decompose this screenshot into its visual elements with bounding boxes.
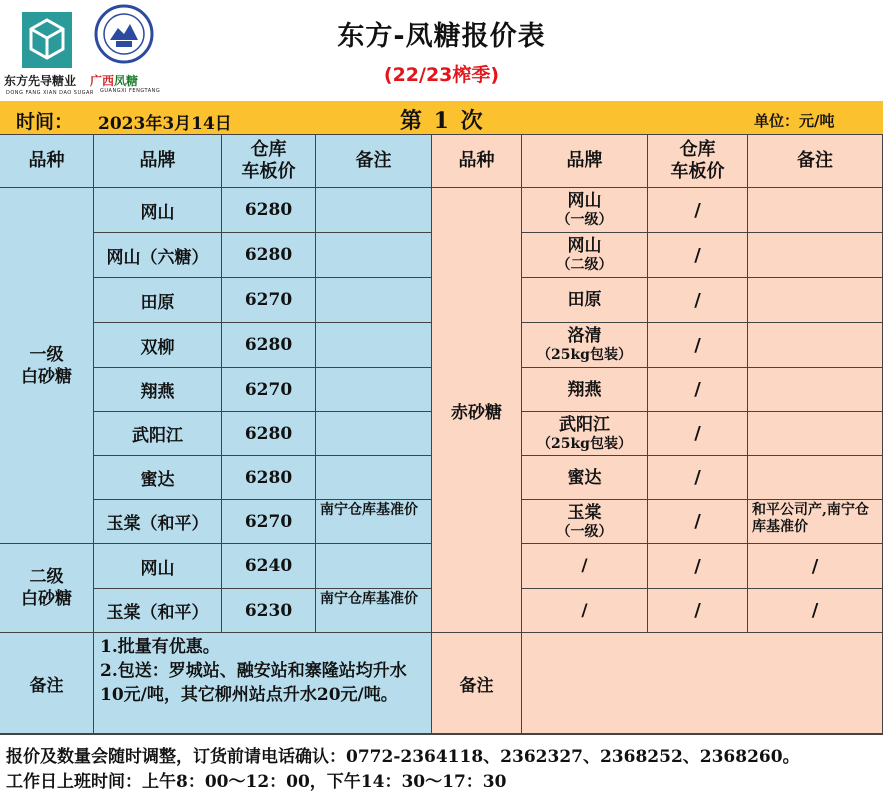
quote-date: 2023年3月14日 <box>98 114 232 134</box>
right-row-brand-sub: （一级） <box>556 212 613 228</box>
right-row-brand-main: / <box>581 600 588 621</box>
left-row-note <box>316 456 432 500</box>
left-row-note <box>316 233 432 278</box>
left-row-price: 6270 <box>222 500 316 544</box>
footer <box>0 734 883 810</box>
left-row-note <box>316 368 432 412</box>
left-row-brand: 玉棠（和平） <box>94 500 222 544</box>
left-header-brand: 品牌 <box>94 135 222 188</box>
right-row-price: / <box>648 278 748 323</box>
right-row-note <box>748 233 883 278</box>
right-row-brand <box>522 188 648 233</box>
time-label: 时间： <box>16 111 74 133</box>
left-row-price: 6280 <box>222 323 316 368</box>
fengtang-logo <box>90 4 160 98</box>
wangshan-seal-icon <box>94 4 154 64</box>
group-first-grade-white-sugar: 一级 白砂糖 <box>0 188 94 544</box>
right-row-brand <box>522 456 648 500</box>
page-title: 东方-凤糖报价表 <box>337 21 546 52</box>
left-row-brand: 田原 <box>94 278 222 323</box>
right-row-brand-sub: （一级） <box>556 523 613 540</box>
right-row-note: / <box>748 589 883 633</box>
right-row-note: 和平公司产,南宁仓库基准价 <box>748 500 883 544</box>
right-row-note <box>748 412 883 456</box>
fengtang-logo-name-b: 凤糖 <box>114 74 139 88</box>
right-remarks-text <box>522 633 883 734</box>
right-row-price: / <box>648 188 748 233</box>
left-row-price: 6270 <box>222 368 316 412</box>
right-row-brand <box>522 500 648 544</box>
left-header-variety: 品种 <box>0 135 94 188</box>
left-row-note <box>316 412 432 456</box>
right-row-brand <box>522 278 648 323</box>
remark-line: 2.包送：罗城站、融安站和寨隆站均升水10元/吨，其它柳州站点升水20元/吨。 <box>100 661 407 705</box>
right-row-brand-main: 蜜达 <box>567 467 602 488</box>
right-header-note: 备注 <box>748 135 883 188</box>
left-row-note <box>316 278 432 323</box>
dongfang-logo-sub: DONG FANG XIAN DAO SUGAR <box>6 90 94 96</box>
right-header-price: 仓库 车板价 <box>648 135 748 188</box>
info-row <box>0 101 883 135</box>
left-row-note <box>316 188 432 233</box>
left-row-brand: 网山 <box>94 188 222 233</box>
right-row-brand <box>522 412 648 456</box>
left-row-price: 6270 <box>222 278 316 323</box>
left-header-price: 仓库 车板价 <box>222 135 316 188</box>
right-row-brand <box>522 233 648 278</box>
right-remarks-label: 备注 <box>432 633 522 734</box>
left-row-brand: 翔燕 <box>94 368 222 412</box>
right-row-price: / <box>648 323 748 368</box>
right-row-brand-main: / <box>581 556 588 576</box>
group-brown-sugar: 赤砂糖 <box>432 188 522 633</box>
right-row-price: / <box>648 500 748 544</box>
remark-line: 1.批量有优惠。 <box>100 637 220 657</box>
left-remarks-text <box>94 633 432 734</box>
right-row-brand-main: 玉棠 <box>567 502 602 523</box>
footer-hours-line: 工作日上班时间：上午8：00～12：00，下午14：30～17：30 <box>6 772 507 792</box>
right-row-brand-main: 武阳江 <box>559 414 610 435</box>
right-row-brand-main: 洛清 <box>567 326 602 346</box>
right-row-price: / <box>648 544 748 589</box>
left-row-note: 南宁仓库基准价 <box>316 500 432 544</box>
right-row-note: / <box>748 544 883 589</box>
right-row-note <box>748 188 883 233</box>
fengtang-logo-sub: GUANGXI FENGTANG <box>100 88 161 94</box>
right-row-brand-main: 翔燕 <box>567 379 602 400</box>
left-row-price: 6280 <box>222 233 316 278</box>
header <box>0 0 883 101</box>
left-row-note <box>316 544 432 589</box>
left-row-brand: 武阳江 <box>94 412 222 456</box>
fengtang-logo-name-a: 广西 <box>90 74 115 88</box>
dongfang-logo-name: 东方先导糖业 <box>4 74 77 88</box>
dongfang-logo <box>4 8 94 98</box>
left-row-brand: 蜜达 <box>94 456 222 500</box>
right-row-note <box>748 323 883 368</box>
left-row-note: 南宁仓库基准价 <box>316 589 432 633</box>
right-row-brand-sub: （二级） <box>556 257 613 273</box>
right-row-note <box>748 278 883 323</box>
right-row-brand <box>522 544 648 589</box>
right-row-brand-sub: （25kg包装） <box>537 347 632 363</box>
right-row-brand-main: 网山 <box>567 191 602 211</box>
right-row-brand <box>522 589 648 633</box>
fengtang-logo-name <box>90 72 138 89</box>
left-row-price: 6280 <box>222 188 316 233</box>
season-label: (22/23榨季) <box>383 64 500 86</box>
right-row-price: / <box>648 412 748 456</box>
quote-round: 第 1 次 <box>400 108 485 134</box>
right-row-brand-sub: （25kg包装） <box>537 435 632 452</box>
right-row-brand <box>522 323 648 368</box>
dongfang-logo-icon <box>22 12 72 68</box>
left-row-price: 6240 <box>222 544 316 589</box>
left-header-note: 备注 <box>316 135 432 188</box>
left-remarks-label: 备注 <box>0 633 94 734</box>
right-row-brand-main: 网山 <box>567 236 602 256</box>
unit-label: 单位：元/吨 <box>754 112 835 130</box>
left-row-brand: 玉棠（和平） <box>94 589 222 633</box>
right-row-price: / <box>648 589 748 633</box>
left-row-brand: 双柳 <box>94 323 222 368</box>
left-row-note <box>316 323 432 368</box>
right-row-note <box>748 368 883 412</box>
right-row-price: / <box>648 368 748 412</box>
footer-contact-line: 报价及数量会随时调整，订货前请电话确认：0772-2364118、2362327、2368252、2368260。 <box>6 747 800 767</box>
right-row-note <box>748 456 883 500</box>
right-header-brand: 品牌 <box>522 135 648 188</box>
right-row-brand-main: 田原 <box>567 290 602 310</box>
price-sheet <box>0 101 883 810</box>
left-row-brand: 网山 <box>94 544 222 589</box>
right-row-price: / <box>648 456 748 500</box>
left-row-price: 6280 <box>222 412 316 456</box>
right-row-brand <box>522 368 648 412</box>
right-header-variety: 品种 <box>432 135 522 188</box>
right-row-price: / <box>648 233 748 278</box>
left-row-price: 6230 <box>222 589 316 633</box>
left-row-price: 6280 <box>222 456 316 500</box>
group-second-grade-white-sugar: 二级 白砂糖 <box>0 544 94 633</box>
left-row-brand: 网山（六糖） <box>94 233 222 278</box>
